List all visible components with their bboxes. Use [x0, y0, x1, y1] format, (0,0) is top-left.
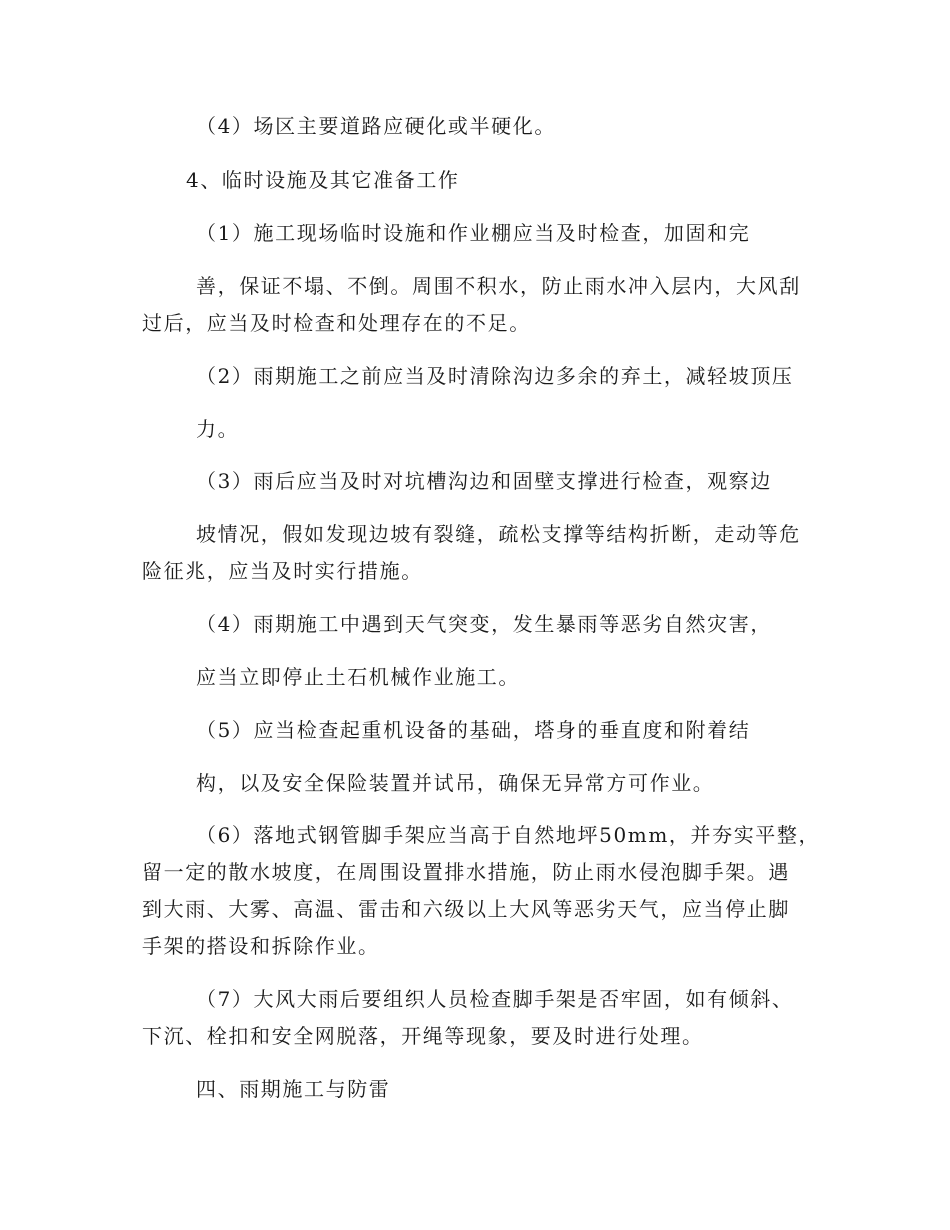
- paragraph-line: 坡情况，假如发现边坡有裂缝，疏松支撑等结构折断，走动等危: [196, 522, 801, 546]
- paragraph-line: （1）施工现场临时设施和作业棚应当及时检查，加固和完: [196, 221, 751, 245]
- paragraph-line: （4）场区主要道路应硬化或半硬化。: [196, 114, 556, 138]
- section-heading: 四、雨期施工与防雷: [196, 1077, 391, 1101]
- paragraph-line: （4）雨期施工中遇到天气突变，发生暴雨等恶劣自然灾害，: [196, 612, 772, 636]
- paragraph-line: （7）大风大雨后要组织人员检查脚手架是否牢固，如有倾斜、: [196, 987, 794, 1011]
- paragraph-line: 力。: [196, 417, 240, 441]
- paragraph-line: （2）雨期施工之前应当及时清除沟边多余的弃土，减轻坡顶压: [196, 364, 794, 388]
- paragraph-line: 下沉、栓扣和安全网脱落，开绳等现象，要及时进行处理。: [142, 1024, 704, 1048]
- paragraph-line: 善，保证不塌、不倒。周围不积水，防止雨水冲入层内，大风刮: [196, 274, 801, 298]
- paragraph-line: 应当立即停止土石机械作业施工。: [196, 665, 520, 689]
- paragraph-line: （3）雨后应当及时对坑槽沟边和固壁支撑进行检查，观察边: [196, 469, 772, 493]
- paragraph-line: 构，以及安全保险装置并试吊，确保无异常方可作业。: [196, 771, 715, 795]
- paragraph-line: （5）应当检查起重机设备的基础，塔身的垂直度和附着结: [196, 718, 751, 742]
- paragraph-line: （6）落地式钢管脚手架应当高于自然地坪50mm，并夯实平整，: [196, 823, 821, 847]
- paragraph-line: 手架的搭设和拆除作业。: [142, 934, 380, 958]
- paragraph-line: 险征兆，应当及时实行措施。: [142, 559, 423, 583]
- section-heading: 4、临时设施及其它准备工作: [186, 168, 460, 192]
- paragraph-line: 留一定的散水坡度，在周围设置排水措施，防止雨水侵泡脚手架。遇: [142, 860, 790, 884]
- paragraph-line: 过后，应当及时检查和处理存在的不足。: [142, 311, 531, 335]
- paragraph-line: 到大雨、大雾、高温、雷击和六级以上大风等恶劣天气，应当停止脚: [142, 897, 790, 921]
